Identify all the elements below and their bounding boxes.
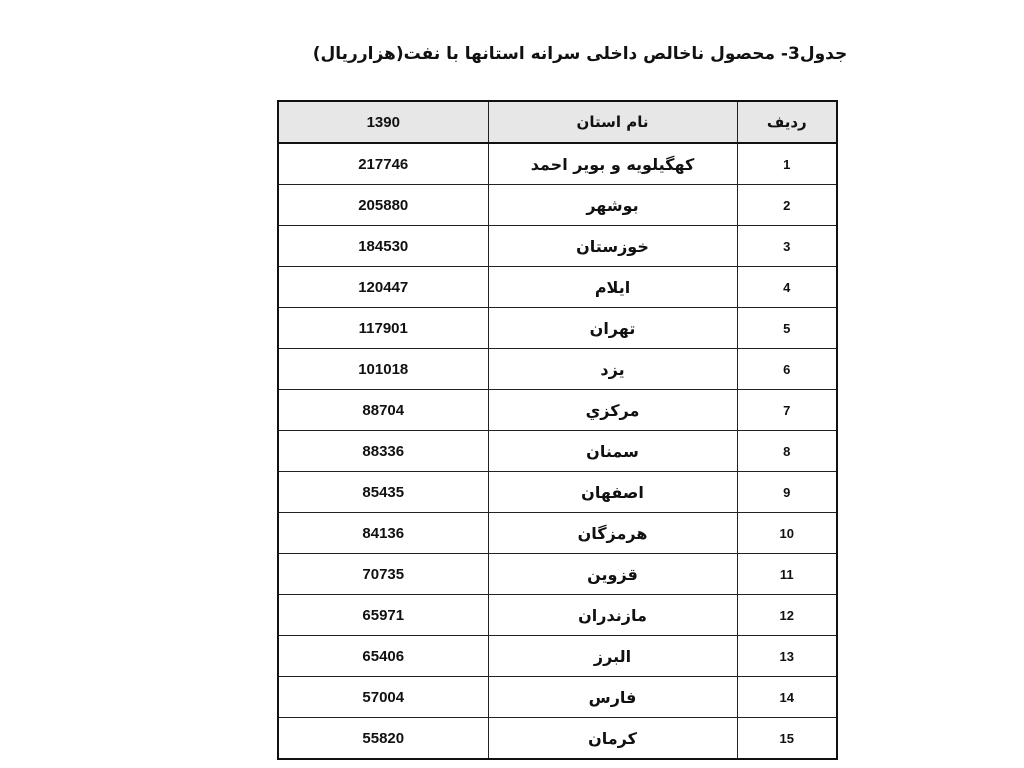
cell-value: 120447 — [278, 267, 488, 308]
cell-value: 184530 — [278, 226, 488, 267]
cell-row-number: 6 — [737, 349, 837, 390]
cell-value: 88704 — [278, 390, 488, 431]
cell-province: بوشهر — [488, 185, 737, 226]
cell-value: 65406 — [278, 636, 488, 677]
cell-row-number: 15 — [737, 718, 837, 760]
cell-row-number: 12 — [737, 595, 837, 636]
table-row — [278, 308, 837, 349]
cell-province: یزد — [488, 349, 737, 390]
table-row — [278, 513, 837, 554]
cell-province: اصفهان — [488, 472, 737, 513]
cell-province: مركزي — [488, 390, 737, 431]
cell-value: 85435 — [278, 472, 488, 513]
table-row — [278, 267, 837, 308]
cell-province: ایلام — [488, 267, 737, 308]
cell-row-number: 5 — [737, 308, 837, 349]
table-row — [278, 636, 837, 677]
cell-row-number: 1 — [737, 143, 837, 185]
cell-province: کهگیلویه و بویر احمد — [488, 143, 737, 185]
cell-province: سمنان — [488, 431, 737, 472]
table-row — [278, 185, 837, 226]
cell-row-number: 3 — [737, 226, 837, 267]
table-row — [278, 226, 837, 267]
table-title: جدول3- محصول ناخالص داخلی سرانه استانها با نفت(هزارریال) — [312, 44, 848, 64]
gdp-per-capita-table — [277, 100, 838, 760]
cell-province: هرمزگان — [488, 513, 737, 554]
column-header-year: 1390 — [278, 101, 488, 143]
cell-value: 117901 — [278, 308, 488, 349]
table-row — [278, 595, 837, 636]
table-header-row — [278, 101, 837, 143]
table-container — [277, 100, 836, 760]
cell-row-number: 2 — [737, 185, 837, 226]
cell-value: 84136 — [278, 513, 488, 554]
cell-province: کرمان — [488, 718, 737, 760]
cell-row-number: 4 — [737, 267, 837, 308]
cell-province: فارس — [488, 677, 737, 718]
cell-row-number: 11 — [737, 554, 837, 595]
cell-province: قزوین — [488, 554, 737, 595]
table-row — [278, 431, 837, 472]
cell-province: تهران — [488, 308, 737, 349]
cell-value: 57004 — [278, 677, 488, 718]
table-row — [278, 143, 837, 185]
cell-value: 217746 — [278, 143, 488, 185]
cell-row-number: 8 — [737, 431, 837, 472]
table-row — [278, 472, 837, 513]
table-row — [278, 390, 837, 431]
table-row — [278, 718, 837, 760]
column-header-province: نام استان — [488, 101, 737, 143]
cell-value: 205880 — [278, 185, 488, 226]
cell-value: 88336 — [278, 431, 488, 472]
cell-row-number: 14 — [737, 677, 837, 718]
cell-row-number: 9 — [737, 472, 837, 513]
cell-value: 55820 — [278, 718, 488, 760]
cell-value: 65971 — [278, 595, 488, 636]
cell-province: البرز — [488, 636, 737, 677]
cell-province: مازندران — [488, 595, 737, 636]
cell-row-number: 13 — [737, 636, 837, 677]
table-row — [278, 677, 837, 718]
cell-row-number: 10 — [737, 513, 837, 554]
table-row — [278, 349, 837, 390]
cell-value: 101018 — [278, 349, 488, 390]
cell-row-number: 7 — [737, 390, 837, 431]
table-row — [278, 554, 837, 595]
cell-province: خوزستان — [488, 226, 737, 267]
column-header-row: ردیف — [737, 101, 837, 143]
cell-value: 70735 — [278, 554, 488, 595]
